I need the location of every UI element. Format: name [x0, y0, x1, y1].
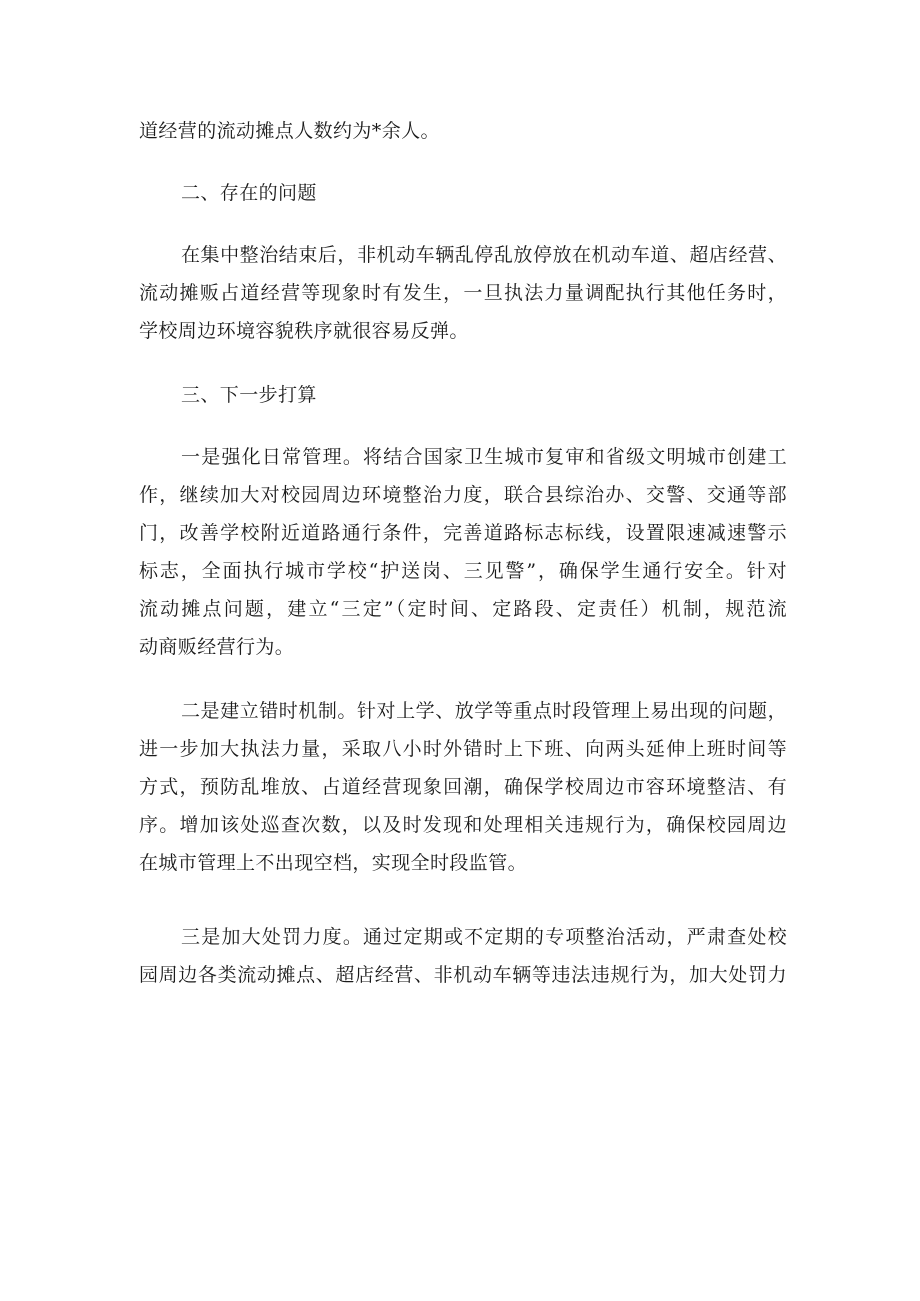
text-line: 在城市管理上不出现空档，实现全时段监管。 [139, 852, 528, 874]
text-line: 流动摊点问题，建立“三定”（定时间、定路段、定责任）机制，规范流 [139, 598, 787, 620]
text-line: 园周边各类流动摊点、超店经营、非机动车辆等违法违规行为，加大处罚力 [139, 964, 787, 986]
text-line: 进一步加大执法力量，采取八小时外错时上下班、向两头延伸上班时间等 [139, 738, 787, 760]
text-line: 学校周边环境容貌秩序就很容易反弹。 [139, 320, 469, 342]
text-line: 二是建立错时机制。针对上学、放学等重点时段管理上易出现的问题， [181, 700, 787, 722]
text-line: 在集中整治结束后，非机动车辆乱停乱放停放在机动车道、超店经营、 [181, 244, 787, 266]
text-line: 一是强化日常管理。将结合国家卫生城市复审和省级文明城市创建工 [181, 446, 787, 468]
paragraph-population-count [139, 112, 787, 150]
text-line: 流动摊贩占道经营等现象时有发生，一旦执法力量调配执行其他任务时， [139, 282, 787, 304]
text-line: 标志，全面执行城市学校“护送岗、三见警”，确保学生通行安全。针对 [139, 560, 787, 582]
text-line: 动商贩经营行为。 [139, 636, 295, 658]
text-line: 三是加大处罚力度。通过定期或不定期的专项整治活动，严肃查处校 [181, 926, 787, 948]
paragraph-staggered-mechanism [139, 692, 787, 882]
section-heading-existing-problems [139, 174, 787, 212]
text-line: 序。增加该处巡查次数，以及时发现和处理相关违规行为，确保校园周边 [139, 814, 787, 836]
heading-line: 二、存在的问题 [181, 182, 317, 204]
document-page [139, 112, 787, 994]
paragraph-problems [139, 236, 787, 350]
section-heading-next-steps [139, 376, 787, 414]
paragraph-penalties [139, 918, 787, 994]
text-line: 门，改善学校附近道路通行条件，完善道路标志标线，设置限速减速警示 [139, 522, 787, 544]
text-line: 道经营的流动摊点人数约为*余人。 [139, 120, 440, 142]
text-line: 作，继续加大对校园周边环境整治力度，联合县综治办、交警、交通等部 [139, 484, 787, 506]
text-line: 方式，预防乱堆放、占道经营现象回潮，确保学校周边市容环境整洁、有 [139, 776, 787, 798]
paragraph-daily-management [139, 438, 787, 666]
heading-line: 三、下一步打算 [181, 384, 317, 406]
